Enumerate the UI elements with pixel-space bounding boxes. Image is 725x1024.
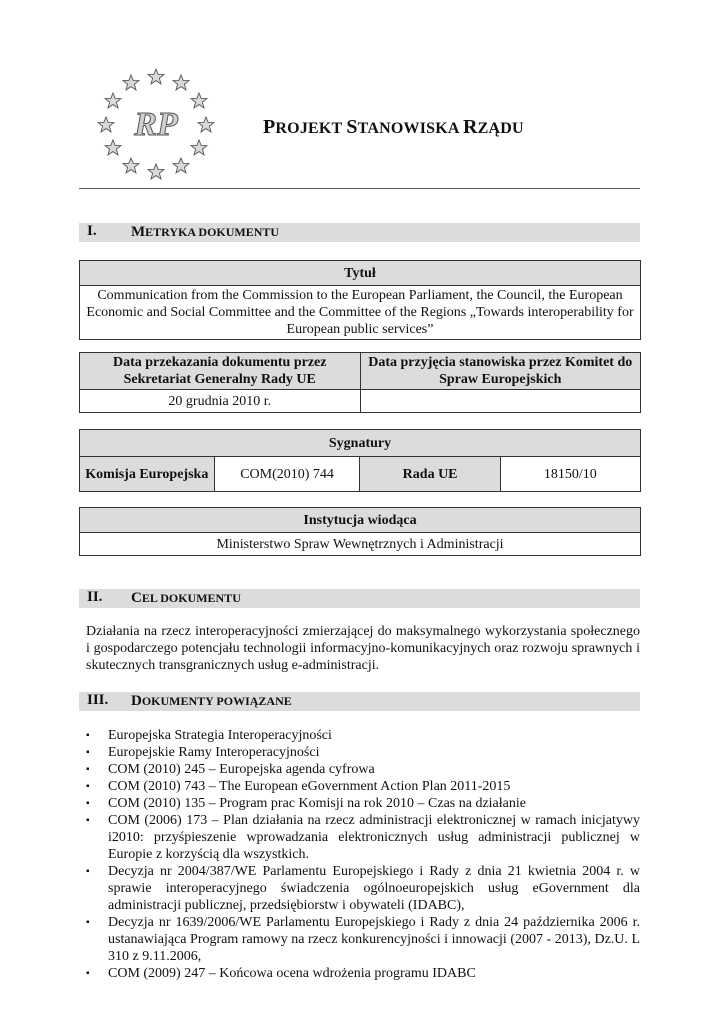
instytucja-value: Ministerstwo Spraw Wewnętrznych i Administracji [80,533,641,556]
date-accepted-label: Data przyjęcia stanowiska przez Komitet do Spraw Europejskich [360,353,641,390]
section-number: III. [87,692,109,708]
title-divider [79,188,640,189]
list-item: ▪ COM (2010) 245 – Europejska agenda cyfrowa [86,762,375,777]
bullet-icon: ▪ [86,747,90,758]
section-title: METRYKA DOKUMENTU [131,224,280,240]
rada-value: 18150/10 [500,457,640,492]
logo-text: RP [134,106,178,143]
section-header-dokumenty [79,692,640,711]
section-number: II. [87,589,103,605]
list-item: ▪ COM (2010) 743 – The European eGovernment Action Plan 2011-2015 [86,779,511,794]
bullet-icon: ▪ [86,781,90,792]
komisja-value: COM(2010) 744 [214,457,360,492]
title-table [79,260,641,340]
list-item: ▪ COM (2010) 135 – Program prac Komisji na rok 2010 – Czas na działanie [86,796,526,811]
related-documents-list [86,727,640,982]
list-item: ▪ COM (2006) 173 – Plan działania na rzecz administracji elektronicznej w ramach inicjatywy i2010: przyśpieszenie wprowadzania elektronicznych usług administracji publicznej w Europie z korzyścią dla wszystkich. [86,813,640,862]
goal-paragraph: Działania na rzecz interoperacyjności zmierzającej do maksymalnego wykorzystania społecznego i gospodarczego potencjału technologii informacyjno-komunikacyjnych oraz rozwoju sprawnych i skutecznych transgranicznych usług e-administracji. [86,624,640,673]
bullet-icon: ▪ [86,798,90,809]
instytucja-label: Instytucja wiodąca [80,508,641,533]
tytul-label: Tytuł [80,261,641,286]
date-sent-label: Data przekazania dokumentu przez Sekretariat Generalny Rady UE [80,353,361,390]
bullet-icon: ▪ [86,968,90,979]
list-item: ▪ Europejskie Ramy Interoperacyjności [86,745,320,760]
bullet-icon: ▪ [86,730,90,741]
signatures-table [79,429,641,492]
section-title: DOKUMENTY POWIĄZANE [131,693,292,709]
list-item: ▪ Europejska Strategia Interoperacyjności [86,728,332,743]
section-header-metryka [79,223,640,242]
date-accepted-value [360,390,641,413]
bullet-icon: ▪ [86,764,90,775]
date-sent-value: 20 grudnia 2010 r. [80,390,361,413]
institution-table [79,507,641,556]
tytul-value: Communication from the Commission to the European Parliament, the Council, the European Economic and Social Committee and the Committee of the Regions „Towards interoperability for European public services” [80,286,641,340]
list-item: ▪ Decyzja nr 2004/387/WE Parlamentu Europejskiego i Rady z dnia 21 kwietnia 2004 r. w sprawie interoperacyjnego świadczenia ogólnoeuropejskich usług eGovernment dla administracji publicznej, przedsiębiorstw i obywateli (IDABC), [86,864,640,913]
list-item: ▪ Decyzja nr 1639/2006/WE Parlamentu Europejskiego i Rady z dnia 24 października 2006 r. ustanawiająca Program ramowy na rzecz konkurencyjności i innowacji (2007 - 2013), Dz.U. L 310 z 9.11.2006, [86,915,640,964]
bullet-icon: ▪ [86,866,90,877]
section-header-cel [79,589,640,608]
page-title: PROJEKT STANOWISKA RZĄDU [263,116,524,138]
rp-logo [96,68,216,180]
bullet-icon: ▪ [86,917,90,928]
dates-table [79,352,641,413]
komisja-label: Komisja Europejska [80,457,215,492]
sygnatury-label: Sygnatury [80,430,641,457]
star-ring-emblem-icon [96,68,216,180]
bullet-icon: ▪ [86,815,90,826]
rada-label: Rada UE [360,457,500,492]
list-item: ▪ COM (2009) 247 – Końcowa ocena wdrożenia programu IDABC [86,966,476,981]
section-title: CEL DOKUMENTU [131,590,241,606]
section-number: I. [87,223,97,239]
